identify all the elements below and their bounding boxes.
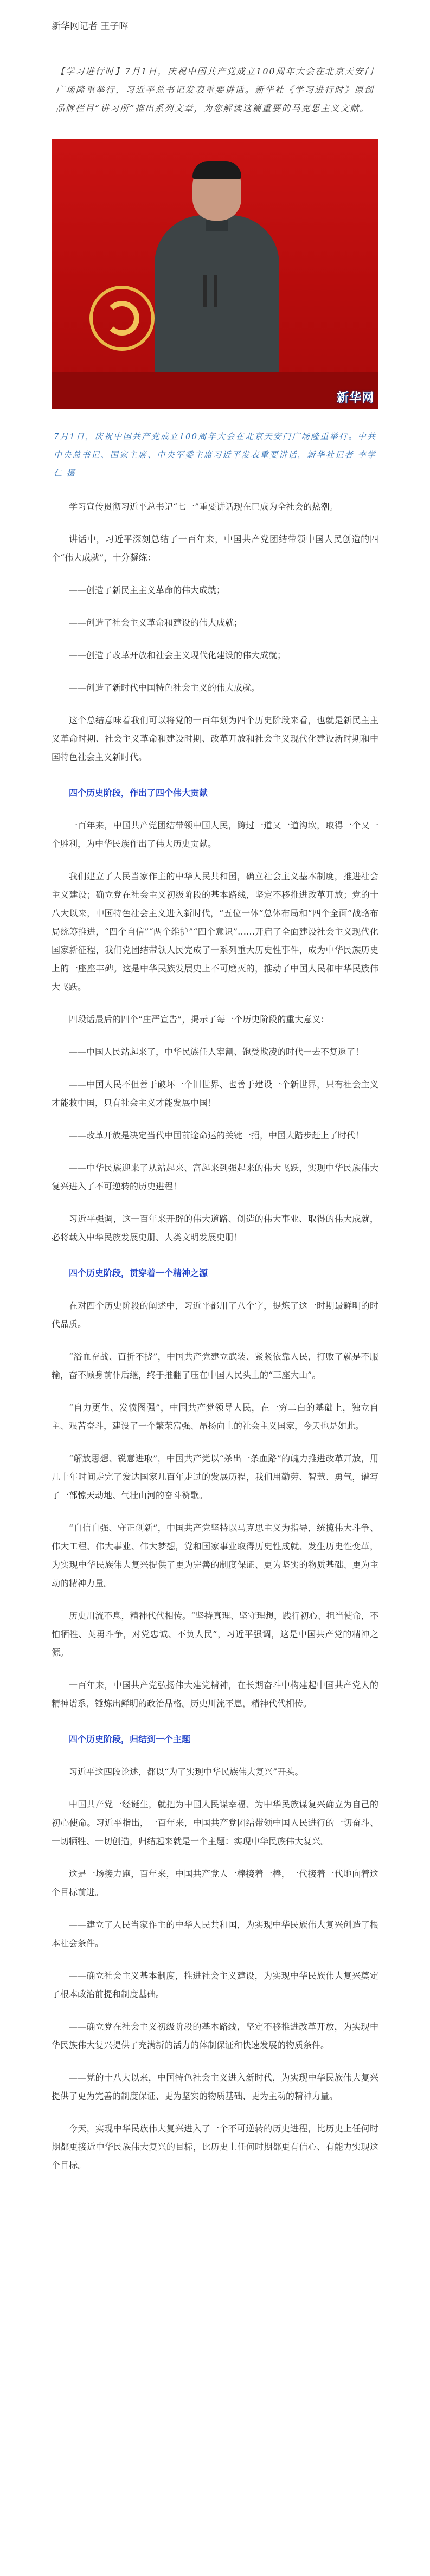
intro-paragraph: 【学习进行时】7月1日，庆祝中国共产党成立100周年大会在北京天安门广场隆重举行，习近平总书记发表重要讲话。新华社《学习进行时》原创品牌栏目“讲习所”推出系列文章，为您解读这篇重要的马克思主义文献。: [56, 66, 374, 113]
paragraph: ——中国人民不但善于破坏一个旧世界、也善于建设一个新世界，只有社会主义才能救中国，只有社会主义才能发展中国！: [52, 1079, 378, 1108]
paragraph: ——建立了人民当家作主的中华人民共和国，为实现中华民族伟大复兴创造了根本社会条件。: [52, 1920, 378, 1948]
paragraph: 这是一场接力跑，百年来，中国共产党人一棒接着一棒，一代接着一代地向着这个目标前进。: [52, 1869, 378, 1897]
paragraph: 中国共产党一经诞生，就把为中国人民谋幸福、为中华民族谋复兴确立为自己的初心使命。习近平指出，一百年来，中国共产党团结带领中国人民进行的一切奋斗、一切牺牲、一切创造，归结起来就是一个主题：实现中华民族伟大复兴。: [52, 1799, 378, 1846]
paragraph: 这个总结意味着我们可以将党的一百年划为四个历史阶段来看，也就是新民主主义革命时期、社会主义革命和建设时期、改革开放和社会主义现代化建设新时期和中国特色社会主义新时代。: [52, 715, 378, 762]
emblem-inner-ring: [105, 301, 139, 336]
paragraph: ——中华民族迎来了从站起来、富起来到强起来的伟大飞跃，实现中华民族伟大复兴进入了不可逆转的历史进程！: [52, 1163, 378, 1192]
section-heading: 四个历史阶段，归结到一个主题: [69, 1734, 191, 1744]
microphone: [203, 275, 207, 307]
paragraph: 讲话中，习近平深刻总结了一百年来，中国共产党团结带领中国人民创造的四个“伟大成就”，十分凝练：: [52, 534, 378, 563]
paragraph: 一百年来，中国共产党弘扬伟大建党精神，在长期奋斗中构建起中国共产党人的精神谱系，锤炼出鲜明的政治品格。历史川流不息，精神代代相传。: [52, 1680, 378, 1709]
paragraph: ——创造了新民主主义革命的伟大成就；: [69, 585, 226, 595]
paragraph: ——创造了改革开放和社会主义现代化建设的伟大成就；: [69, 650, 286, 660]
paragraph: “自力更生、发愤图强”，中国共产党领导人民，在一穷二白的基础上，独立自主、艰苦奋斗，建设了一个繁荣富强、昂扬向上的社会主义国家，今天也是如此。: [52, 1402, 378, 1431]
paragraph: ——创造了社会主义革命和建设的伟大成就；: [69, 617, 243, 628]
paragraph: ——创造了新时代中国特色社会主义的伟大成就。: [69, 682, 260, 693]
paragraph: 今天，实现中华民族伟大复兴进入了一个不可逆转的历史进程，比历史上任何时期都更接近中华民族伟大复兴的目标，比历史上任何时期都更有信心、有能力实现这个目标。: [52, 2123, 378, 2171]
microphone: [214, 275, 217, 307]
paragraph: 四段话最后的四个“庄严宣告”，揭示了每一个历史阶段的重大意义：: [69, 1014, 330, 1025]
paragraph: 我们建立了人民当家作主的中华人民共和国，确立社会主义基本制度，推进社会主义建设；确立党在社会主义初级阶段的基本路线，坚定不移推进改革开放；党的十八大以来，中国特色社会主义进入新时代，“五位一体”总体布局和“四个全面”战略布局统筹推进，“四个自信”“两个维护”“四个意识”……开启了全面建设社会主义现代化国家新征程，我们党团结带领人民完成了一系列重大历史性事件，成为中华民族历史上的一座座丰碑。这是中华民族发展史上不可磨灭的，推动了中国人民和中华民族伟大飞跃。: [52, 871, 378, 992]
paragraph: ——改革开放是决定当代中国前途命运的关键一招，中国大踏步赶上了时代！: [69, 1130, 364, 1141]
xinhuanet-logo: 新华网: [336, 391, 374, 405]
paragraph: ——确立党在社会主义初级阶段的基本路线，坚定不移推进改革开放，为实现中华民族伟大复兴提供了充满新的活力的体制保证和快速发展的物质条件。: [52, 2021, 378, 2050]
byline: 新华网记者 王子晖: [52, 21, 129, 32]
podium: [52, 372, 378, 409]
speaker-hair: [192, 161, 241, 179]
section-heading: 四个历史阶段，作出了四个伟大贡献: [69, 788, 208, 798]
paragraph: 学习宣传贯彻习近平总书记“七一”重要讲话现在已成为全社会的热潮。: [69, 501, 338, 512]
paragraph: “浴血奋战、百折不挠”，中国共产党建立武装、紧紧依靠人民，打败了就是不服输，奋不顾身前仆后继，终于推翻了压在中国人民头上的“三座大山”。: [52, 1351, 378, 1380]
party-emblem: [89, 286, 155, 351]
photo-caption: 7月1日，庆祝中国共产党成立100周年大会在北京天安门广场隆重举行。中共中央总书记、国家主席、中央军委主席习近平发表重要讲话。新华社记者 李学仁 摄: [54, 432, 376, 478]
paragraph: 习近平强调，这一百年来开辟的伟大道路、创造的伟大事业、取得的伟大成就，必将载入中华民族发展史册、人类文明发展史册！: [52, 1214, 378, 1242]
paragraph: “解放思想、锐意进取”，中国共产党以“杀出一条血路”的魄力推进改革开放，用几十年时间走完了发达国家几百年走过的发展历程，我们用勤劳、智慧、勇气，谱写了一部惊天动地、气壮山河的奋斗赞歌。: [52, 1453, 378, 1500]
article-body: [52, 498, 378, 2175]
paragraph: “自信自强、守正创新”，中国共产党坚持以马克思主义为指导，统揽伟大斗争、伟大工程、伟大事业、伟大梦想，党和国家事业取得历史性成就、发生历史性变革，为实现中华民族伟大复兴提供了更为完善的制度保证、更为坚实的物质基础、更为主动的精神力量。: [52, 1523, 378, 1588]
paragraph: ——中国人民站起来了，中华民族任人宰割、饱受欺凌的时代一去不复返了！: [69, 1047, 364, 1057]
paragraph: 一百年来，中国共产党团结带领中国人民，跨过一道又一道沟坎，取得一个又一个胜利，为中华民族作出了伟大历史贡献。: [52, 820, 378, 849]
paragraph: 历史川流不息，精神代代相传。“坚持真理、坚守理想，践行初心、担当使命，不怕牺牲、英勇斗争，对党忠诚、不负人民”，习近平强调，这是中国共产党的精神之源。: [52, 1611, 378, 1658]
hero-photo: [52, 139, 378, 409]
paragraph: ——确立社会主义基本制度，推进社会主义建设，为实现中华民族伟大复兴奠定了根本政治前提和制度基础。: [52, 1970, 378, 1999]
paragraph: 在对四个历史阶段的阐述中，习近平都用了八个字，提炼了这一时期最鲜明的时代品质。: [52, 1300, 378, 1329]
paragraph: ——党的十八大以来，中国特色社会主义进入新时代，为实现中华民族伟大复兴提供了更为完善的制度保证、更为坚实的物质基础、更为主动的精神力量。: [52, 2072, 378, 2101]
paragraph: 习近平这四段论述，都以“为了实现中华民族伟大复兴”开头。: [69, 1767, 304, 1777]
section-heading: 四个历史阶段，贯穿着一个精神之源: [69, 1268, 208, 1278]
